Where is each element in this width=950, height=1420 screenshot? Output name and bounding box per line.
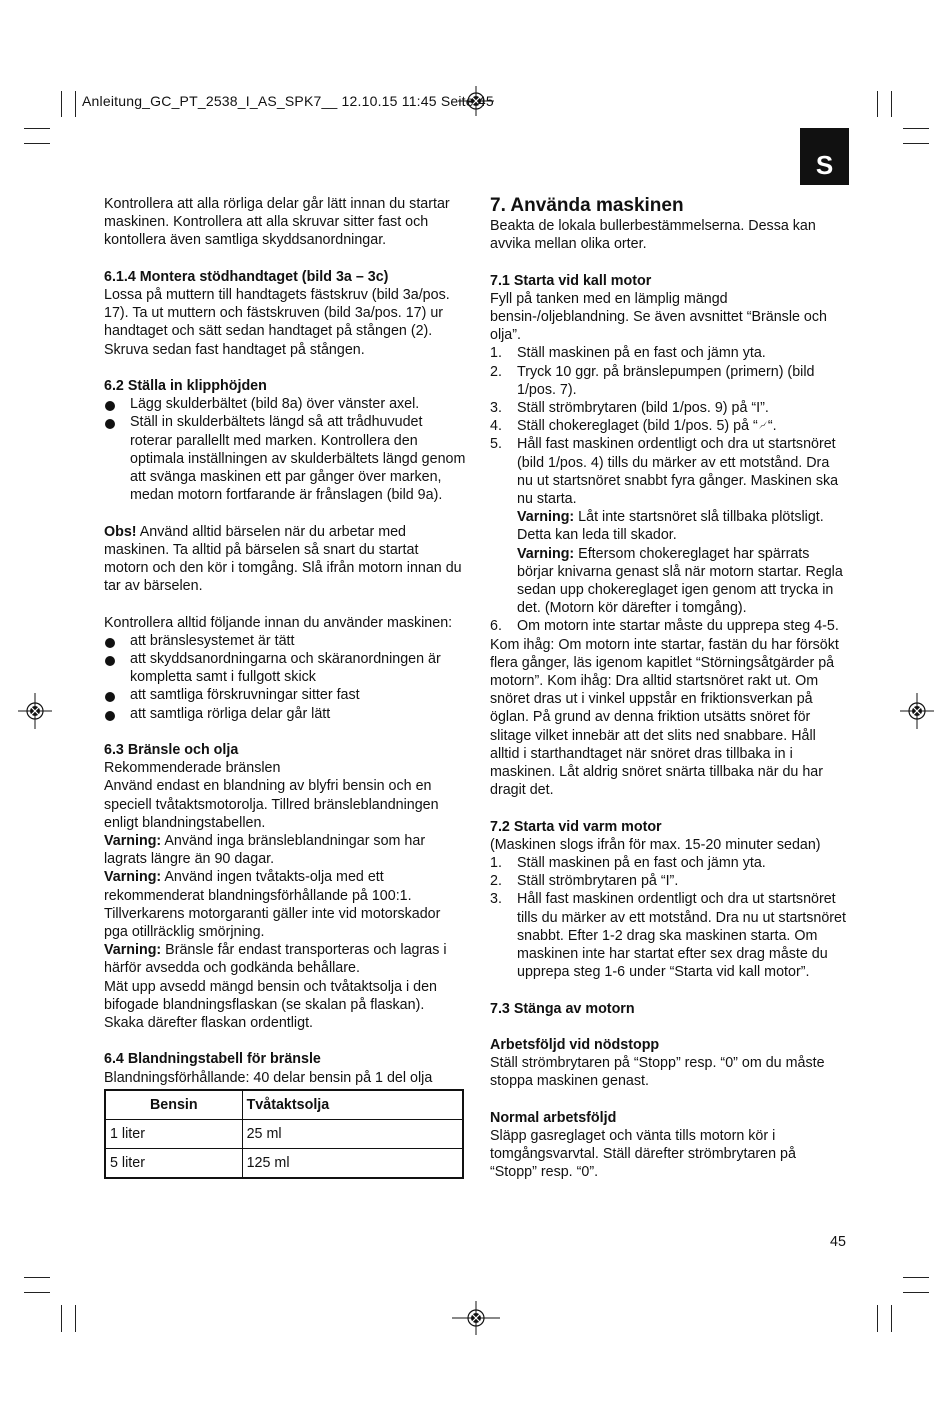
section-6-3-text1: Använd endast en blandning av blyfri bensin och en speciell tvåtaktsmotorolja. Tillred bränsleblandningen enligt blandningstabellen. [104,778,439,831]
chapter-7-text: Beakta de lokala bullerbestämmelserna. Dessa kan avvika mellan olika orter. [490,218,816,253]
check-list [104,632,466,723]
obs-text: Använd alltid bärselen när du arbetar med maskinen. Ta alltid på bärselen så snart du startat motorn och den kör i tomgång. Slå ifrån motorn innan du tar av bärselen. [104,523,462,595]
list-item [490,890,846,981]
step-number: 6. [490,618,502,635]
table-row [105,1148,463,1178]
section-7-1-intro: Fyll på tanken med en lämplig mängd bensin-/oljeblandning. Se även avsnittet “Bränsle och olja”. [490,290,827,344]
table-row [105,1119,463,1148]
step-text: Ställ chokereglaget (bild 1/pos. 5) på “ [517,418,758,435]
choke-icon [758,420,768,430]
section-6-3-subtitle: Rekommenderade bränslen [104,760,281,777]
list-item [490,363,846,399]
warning-text: Låt inte startsnöret slå tillbaka plötsligt. Detta kan leda till skador. [517,509,824,544]
step-text: Ställ strömbrytaren på “I”. [517,873,679,890]
step-number: 3. [490,891,502,908]
registration-mark-left-icon [18,693,52,729]
intro-paragraph: Kontrollera att alla rörliga delar går lätt innan du startar maskinen. Kontrollera att alla skruvar sitter fast och kontollera även samtliga skyddsanordningar. [104,196,450,249]
warning-1 [104,832,466,868]
section-7-1-title: 7.1 Starta vid kall motor [490,272,652,289]
warning-text: Bränsle får endast transporteras och lagras i härför avsedda och godkända behållare. [104,942,447,977]
list-item: att samtliga rörliga delar går lätt [104,705,466,723]
table-cell: 1 liter [105,1119,242,1148]
step-text: Ställ maskinen på en fast och jämn yta. [517,855,766,872]
section-6-3-title: 6.3 Bränsle och olja [104,742,239,759]
warning-label: Varning: [104,833,162,850]
page-number: 45 [830,1234,846,1250]
step-number: 2. [490,363,502,380]
step-text: Om motorn inte startar måste du upprepa steg 4-5. [517,618,839,635]
cold-start-steps [490,344,846,635]
section-6-1-4-text: Lossa på muttern till handtagets fästskruv (bild 3a/pos. 17). Ta ut muttern och fästskruven (bild 3a/pos. 17) ur handtaget och sätt sedan handtaget på stången (2). Skruva sedan fast handtaget på stången. [104,287,450,358]
left-column [104,195,466,1179]
warning-label: Varning: [517,545,575,562]
warning-2 [104,868,466,941]
print-slug: Anleitung_GC_PT_2538_I_AS_SPK7__ 12.10.15 11:45 Seite 45 [82,93,494,109]
list-item [490,617,846,635]
step-text: Ställ strömbrytaren (bild 1/pos. 9) på “I”. [517,400,769,417]
obs-paragraph [104,523,466,596]
step-number: 1. [490,855,502,872]
warning-text: Använd ingen tvåtakts-olja med ett rekommenderat blandningsförhållande på 100:1. Tillverkarens motorgaranti gäller inte vid motorskador pga otillräcklig smörjning. [104,869,441,941]
step-number: 5. [490,436,502,453]
section-6-4-subtitle: Blandningsförhållande: 40 delar bensin på 1 del olja [104,1069,433,1086]
list-item: att bränslesystemet är tätt [104,632,466,650]
table-cell: 25 ml [242,1119,463,1148]
emergency-stop-title: Arbetsföljd vid nödstopp [490,1037,660,1054]
section-6-2-list [104,395,466,504]
section-7-2-title: 7.2 Starta vid varm motor [490,818,662,835]
warm-start-steps [490,854,846,981]
registration-mark-bottom-icon [452,1301,500,1335]
emergency-stop-text: Ställ strömbrytaren på “Stopp” resp. “0” om du måste stoppa maskinen genast. [490,1055,825,1090]
check-intro: Kontrollera alltid följande innan du använder maskinen: [104,614,453,631]
list-item [490,417,846,435]
registration-mark-right-icon [900,693,934,729]
list-item: Lägg skulderbältet (bild 8a) över vänster axel. [104,395,466,413]
step-number: 4. [490,418,502,435]
right-column [490,195,846,1182]
chapter-7-title: 7. Använda maskinen [490,195,684,216]
column-header-bensin: Bensin [105,1090,242,1120]
step-text: Tryck 10 ggr. på bränslepumpen (primern) (bild 1/pos. 7). [517,363,815,398]
step-text: Håll fast maskinen ordentligt och dra ut startsnöret (bild 1/pos. 4) tills du märker av ett motstånd. Dra nu ut startsnöret snabbt fyra gånger. Maskinen ska nu starta. [517,436,839,508]
list-item [490,435,846,617]
list-item: att skyddsanordningarna och skäranordningen är kompletta samt i fullgott skick [104,650,466,686]
step-number: 1. [490,345,502,362]
section-7-3-title: 7.3 Stänga av motorn [490,1000,635,1017]
column-header-tvataktsolja: Tvåtaktsolja [242,1090,463,1120]
section-6-2-title: 6.2 Ställa in klipphöjden [104,378,267,394]
cold-start-note: Kom ihåg: Om motorn inte startar, fastän du har försökt flera gånger, läs igenom kapitlet “Störningsåtgärder på motorn”. Kom ihåg: Dra alltid startsnöret rakt ut. Om snöret dras ut i vinkel uppstår en friktionsverkan på öglan. På grund av denna friktion utsätts snöret för slitage vilket innebär att det slits ned snabbare. Håll alltid i starthandtaget när snöret dras tillbaka in i maskinen. Låt aldrig snöret snärta tillbaka när du har dragit det. [490,636,839,799]
step-text-end: “. [767,418,777,435]
warning-label: Varning: [104,942,162,959]
warning-label: Varning: [517,509,575,526]
step-number: 2. [490,873,502,890]
mixing-table [104,1089,464,1179]
step-number: 3. [490,400,502,417]
warning-label: Varning: [104,869,162,886]
list-item [490,344,846,362]
language-tab [800,128,849,185]
warning-3 [104,941,466,977]
list-item [490,872,846,890]
list-item [490,399,846,417]
obs-label: Obs! [104,523,137,540]
warning-text: Eftersom chokereglaget har spärrats börjar knivarna genast slå när motorn startar. Regla sedan upp chokereglaget igen genom att trycka in det. (Motorn kör därefter i tomgång). [517,545,843,617]
normal-stop-text: Släpp gasreglaget och vänta tills motorn kör i tomgångsvarvtal. Ställ därefter strömbrytaren på “Stopp” resp. “0”. [490,1128,796,1181]
table-cell: 5 liter [105,1148,242,1178]
list-item: Ställ in skulderbältets längd så att trådhuvudet roterar parallellt med marken. Kontrollera den optimala inställningen av skulderbältets längd genom att svänga maskinen ett par gånger över marken, medan motorn fortfarande är frånslagen (bild 9a). [104,413,466,504]
step-text: Håll fast maskinen ordentligt och dra ut startsnöret tills du märker av ett motstånd. Dra nu ut startsnöret snabbt. Efter 1-2 drag ska maskinen starta. Om maskinen inte har startat efter sex drag måste du upprepa steg 1-6 under “Starta vid kall motor”. [517,891,846,981]
section-6-4-title: 6.4 Blandningstabell för bränsle [104,1051,321,1068]
list-item: att samtliga förskruvningar sitter fast [104,686,466,704]
normal-stop-title: Normal arbetsföljd [490,1109,617,1126]
language-tab-label: S [815,150,834,180]
list-item [490,854,846,872]
section-6-1-4-title: 6.1.4 Montera stödhandtaget (bild 3a – 3c) [104,268,389,285]
section-7-2-intro: (Maskinen slogs ifrån för max. 15-20 minuter sedan) [490,836,821,853]
step-text: Ställ maskinen på en fast och jämn yta. [517,345,766,362]
table-cell: 125 ml [242,1148,463,1178]
table-header-row [105,1090,463,1120]
section-6-3-text2: Mät upp avsedd mängd bensin och tvåtaktsolja i den bifogade blandningsflaskan (se skalan på flaskan). Skaka därefter flaskan ordentligt. [104,978,438,1032]
warning-text: Använd inga bränsleblandningar som har lagrats längre än 90 dagar. [104,833,426,868]
